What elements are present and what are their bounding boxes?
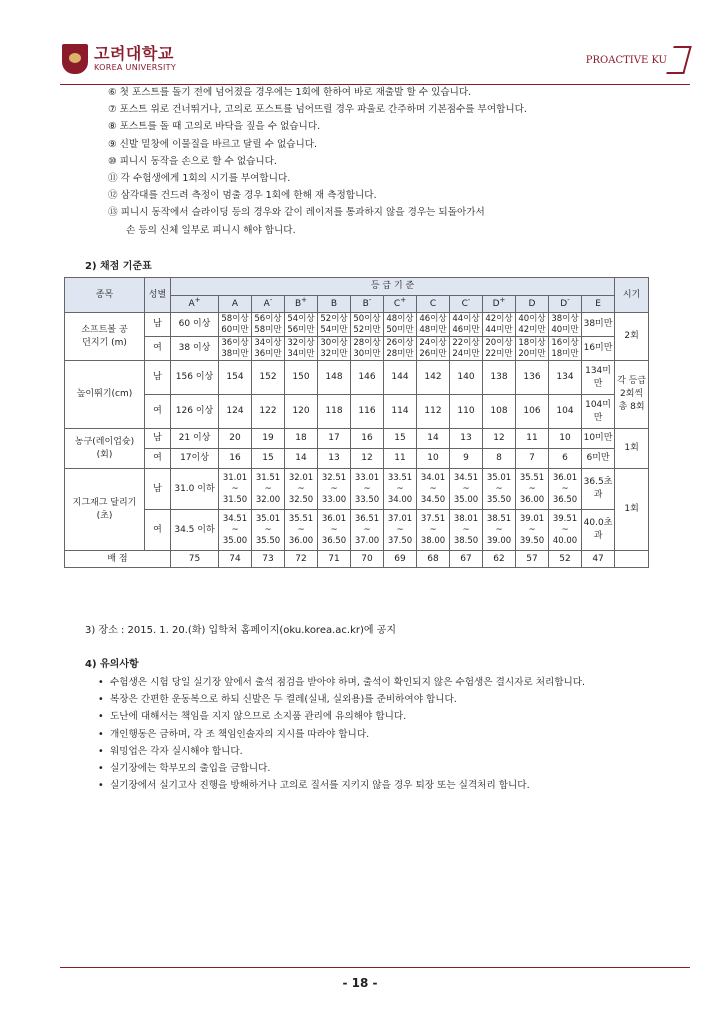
criteria-cell: 104미만 [582,395,615,429]
criteria-cell: 30이상 32미만 [318,337,351,361]
criteria-cell: 104 [549,395,582,429]
criteria-cell: 11 [384,449,417,469]
score-cell: 73 [252,551,285,568]
criteria-cell: 37.01 ~ 37.50 [384,510,417,551]
table-row [65,449,690,469]
attempts-cell: 1회 [615,429,649,469]
criteria-cell: 40.0초과 [582,510,615,551]
note-item: • 개인행동은 금하며, 각 조 책임인솔자의 지시를 따라야 합니다. [85,726,585,743]
criteria-cell: 6미만 [582,449,615,469]
criteria-cell: 15 [384,429,417,449]
criteria-cell: 18 [285,429,318,449]
grade-header-cell: B [318,296,351,313]
criteria-cell: 38 이상 [171,337,219,361]
score-label-cell: 배 점 [65,551,171,568]
criteria-cell: 116 [351,395,384,429]
rule-item: ⑫ 삼각대를 건드려 측정이 멈출 경우 1회에 한해 재 측정합니다. [108,190,377,202]
header-grade-criteria: 등 급 기 준 [171,278,615,296]
grade-sup: + [499,295,506,304]
criteria-cell: 16 [219,449,252,469]
table-row [65,469,690,510]
criteria-cell: 56이상 58미만 [252,313,285,337]
criteria-cell: 58이상 60미만 [219,313,252,337]
score-cell: 75 [171,551,219,568]
notes-list [85,674,585,794]
score-empty-cell [615,551,649,568]
criteria-cell: 144 [384,361,417,395]
gender-cell: 여 [145,510,171,551]
criteria-cell: 35.51 ~ 36.00 [516,469,549,510]
criteria-cell: 35.01 ~ 35.50 [483,469,516,510]
criteria-cell: 20이상 22미만 [483,337,516,361]
criteria-cell: 38.51 ~ 39.00 [483,510,516,551]
criteria-cell: 136 [516,361,549,395]
criteria-cell: 124 [219,395,252,429]
rule-item: ⑪ 각 수험생에게 1회의 시기를 부여합니다. [108,173,291,185]
criteria-cell: 36.01 ~ 36.50 [549,469,582,510]
ku-mark-icon [666,46,692,74]
korea-university-logo [62,44,176,74]
crest-icon [62,44,88,74]
criteria-cell: 140 [450,361,483,395]
rules-list [108,84,527,239]
attempts-cell: 1회 [615,469,649,551]
criteria-cell: 150 [285,361,318,395]
criteria-cell: 26이상 28미만 [384,337,417,361]
section-title-scoring: 2) 채점 기준표 [85,261,152,272]
table-row [65,337,690,361]
score-cell: 52 [549,551,582,568]
gender-cell: 남 [145,361,171,395]
criteria-cell: 48이상 50미만 [384,313,417,337]
criteria-cell: 17이상 [171,449,219,469]
score-cell: 47 [582,551,615,568]
criteria-cell: 15 [252,449,285,469]
criteria-cell: 14 [417,429,450,449]
criteria-cell: 54이상 56미만 [285,313,318,337]
grade-header-cell: C+ [384,296,417,313]
criteria-cell: 21 이상 [171,429,219,449]
section-location: 3) 장소 : 2015. 1. 20.(화) 입학처 홈페이지(oku.korea.ac.kr)에 공지 [85,625,397,636]
note-item: • 수험생은 시험 당일 실기장 앞에서 출석 점검을 받아야 하며, 출석이 확인되지 않은 수험생은 결시자로 처리합니다. [85,674,585,691]
criteria-cell: 16 [351,429,384,449]
criteria-cell: 34.01 ~ 34.50 [417,469,450,510]
gender-cell: 남 [145,429,171,449]
proactive-ku-logo [586,46,688,74]
criteria-cell: 11 [516,429,549,449]
criteria-cell: 38미만 [582,313,615,337]
rule-item: ⑩ 피니시 동작을 손으로 할 수 없습니다. [108,155,277,167]
criteria-cell: 19 [252,429,285,449]
criteria-cell: 114 [384,395,417,429]
criteria-cell: 36.01 ~ 36.50 [318,510,351,551]
page-number: - 18 - [342,976,378,990]
criteria-cell: 142 [417,361,450,395]
logo-korean: 고려대학교 [94,44,174,63]
rule-item: ⑦ 포스트 위로 건너뛰거나, 고의로 포스트를 넘어뜨릴 경우 파울로 간주하며 기본점수를 부여합니다. [108,104,527,116]
table-row [65,361,690,395]
gender-cell: 여 [145,449,171,469]
criteria-cell: 46이상 48미만 [417,313,450,337]
criteria-cell: 32.01 ~ 32.50 [285,469,318,510]
criteria-cell: 108 [483,395,516,429]
criteria-cell: 134미만 [582,361,615,395]
table-row [65,429,690,449]
notes-section [85,655,585,794]
criteria-cell: 34.5 이하 [171,510,219,551]
criteria-cell: 33.01 ~ 33.50 [351,469,384,510]
score-row [65,551,690,568]
score-cell: 69 [384,551,417,568]
criteria-cell: 10 [549,429,582,449]
note-item: • 도난에 대해서는 책임을 지지 않으므로 소지품 관리에 유의해야 합니다. [85,708,585,725]
logo-english: KOREA UNIVERSITY [94,63,177,72]
grade-sup: + [194,295,201,304]
rule-item: ⑧ 포스트를 돌 때 고의로 바닥을 짚을 수 없습니다. [108,121,321,133]
criteria-cell: 9 [450,449,483,469]
criteria-cell: 36.51 ~ 37.00 [351,510,384,551]
attempts-cell: 2회 [615,313,649,361]
criteria-cell: 112 [417,395,450,429]
note-item: • 실기장에는 학부모의 출입을 금합니다. [85,760,585,777]
criteria-cell: 12 [351,449,384,469]
criteria-cell: 110 [450,395,483,429]
score-cell: 67 [450,551,483,568]
criteria-cell: 38.01 ~ 38.50 [450,510,483,551]
criteria-cell: 156 이상 [171,361,219,395]
criteria-cell: 18이상 20미만 [516,337,549,361]
event-name-cell: 지그재그 달리기 (초) [65,469,145,551]
grade-sup: + [301,295,308,304]
criteria-cell: 31.51 ~ 32.00 [252,469,285,510]
rule-item-continuation: 손 등의 신체 일부로 피니시 해야 합니다. [126,224,296,236]
grade-sup: - [467,295,471,304]
criteria-cell: 152 [252,361,285,395]
criteria-cell: 16이상 18미만 [549,337,582,361]
grade-header-cell: E [582,296,615,313]
criteria-cell: 34이상 36미만 [252,337,285,361]
criteria-cell: 146 [351,361,384,395]
criteria-cell: 17 [318,429,351,449]
criteria-cell: 12 [483,429,516,449]
criteria-cell: 10 [417,449,450,469]
criteria-cell: 37.51 ~ 38.00 [417,510,450,551]
footer-divider [60,967,690,968]
criteria-cell: 14 [285,449,318,469]
criteria-cell: 36.5초과 [582,469,615,510]
gender-cell: 여 [145,337,171,361]
grade-sup: - [368,295,372,304]
criteria-cell: 16미만 [582,337,615,361]
criteria-cell: 39.51 ~ 40.00 [549,510,582,551]
gender-cell: 남 [145,469,171,510]
criteria-cell: 122 [252,395,285,429]
criteria-cell: 24이상 26미만 [417,337,450,361]
criteria-cell: 148 [318,361,351,395]
criteria-cell: 120 [285,395,318,429]
criteria-cell: 13 [450,429,483,449]
score-cell: 68 [417,551,450,568]
criteria-cell: 35.51 ~ 36.00 [285,510,318,551]
criteria-cell: 32이상 34미만 [285,337,318,361]
gender-cell: 남 [145,313,171,337]
rule-item: ⑬ 피니시 동작에서 슬라이딩 등의 경우와 같이 레이저를 통과하지 않을 경우는 되돌아가서 [108,207,485,219]
criteria-cell: 8 [483,449,516,469]
scoring-table [64,277,690,568]
attempts-cell: 각 등급 2회씩 총 8회 [615,361,649,429]
brand-text: PROACTIVE KU [585,54,667,66]
table-row [65,395,690,429]
grade-sup: - [269,295,273,304]
event-name-cell: 높이뛰기(cm) [65,361,145,429]
criteria-cell: 36이상 38미만 [219,337,252,361]
rule-item: ⑥ 첫 포스트를 돌기 전에 넘어졌을 경우에는 1회에 한하여 바로 재출발 할 수 있습니다. [108,87,472,98]
grade-header-cell: A+ [171,296,219,313]
criteria-cell: 6 [549,449,582,469]
grade-header-cell: D+ [483,296,516,313]
score-cell: 62 [483,551,516,568]
criteria-cell: 13 [318,449,351,469]
criteria-cell: 38이상 40미만 [549,313,582,337]
header-gender: 성별 [145,278,171,313]
criteria-cell: 10미만 [582,429,615,449]
criteria-cell: 40이상 42미만 [516,313,549,337]
criteria-cell: 33.51 ~ 34.00 [384,469,417,510]
score-cell: 74 [219,551,252,568]
criteria-cell: 35.01 ~ 35.50 [252,510,285,551]
criteria-cell: 39.01 ~ 39.50 [516,510,549,551]
note-item: • 실기장에서 실기고사 진행을 방해하거나 고의로 질서를 지키지 않을 경우 퇴장 또는 실격처리 합니다. [85,777,585,794]
score-cell: 71 [318,551,351,568]
event-name-cell: 소프트볼 공 던지기 (m) [65,313,145,361]
criteria-cell: 31.0 이하 [171,469,219,510]
page-header [0,0,720,84]
grade-header-cell: D [516,296,549,313]
header-event: 종목 [65,278,145,313]
criteria-cell: 106 [516,395,549,429]
criteria-cell: 118 [318,395,351,429]
criteria-cell: 20 [219,429,252,449]
score-cell: 70 [351,551,384,568]
grade-header-cell: A [219,296,252,313]
grade-header-cell: B- [351,296,384,313]
header-attempts: 시기 [615,278,649,313]
grade-sup: + [400,295,407,304]
grade-header-cell: B+ [285,296,318,313]
criteria-cell: 154 [219,361,252,395]
criteria-cell: 28이상 30미만 [351,337,384,361]
criteria-cell: 60 이상 [171,313,219,337]
grade-header-cell: A- [252,296,285,313]
note-item: • 워밍업은 각자 실시해야 합니다. [85,743,585,760]
criteria-cell: 34.51 ~ 35.00 [450,469,483,510]
grade-header-cell: C- [450,296,483,313]
criteria-cell: 44이상 46미만 [450,313,483,337]
criteria-cell: 42이상 44미만 [483,313,516,337]
criteria-cell: 22이상 24미만 [450,337,483,361]
criteria-cell: 34.51 ~ 35.00 [219,510,252,551]
criteria-cell: 126 이상 [171,395,219,429]
gender-cell: 여 [145,395,171,429]
score-cell: 72 [285,551,318,568]
criteria-cell: 52이상 54미만 [318,313,351,337]
criteria-cell: 31.01 ~ 31.50 [219,469,252,510]
grade-header-cell: D- [549,296,582,313]
grade-sup: - [567,295,570,304]
criteria-cell: 32.51 ~ 33.00 [318,469,351,510]
criteria-cell: 138 [483,361,516,395]
rule-item: ⑨ 신발 밑창에 이물질을 바르고 달릴 수 없습니다. [108,138,318,150]
criteria-cell: 50이상 52미만 [351,313,384,337]
criteria-cell: 134 [549,361,582,395]
score-cell: 57 [516,551,549,568]
notes-title: 4) 유의사항 [85,659,139,670]
table-row [65,313,690,337]
criteria-cell: 7 [516,449,549,469]
note-item: • 복장은 간편한 운동복으로 하되 신발은 두 켤레(실내, 실외용)를 준비하여야 합니다. [85,691,585,708]
table-row [65,510,690,551]
event-name-cell: 농구(레이업슛) (회) [65,429,145,469]
grade-header-cell: C [417,296,450,313]
